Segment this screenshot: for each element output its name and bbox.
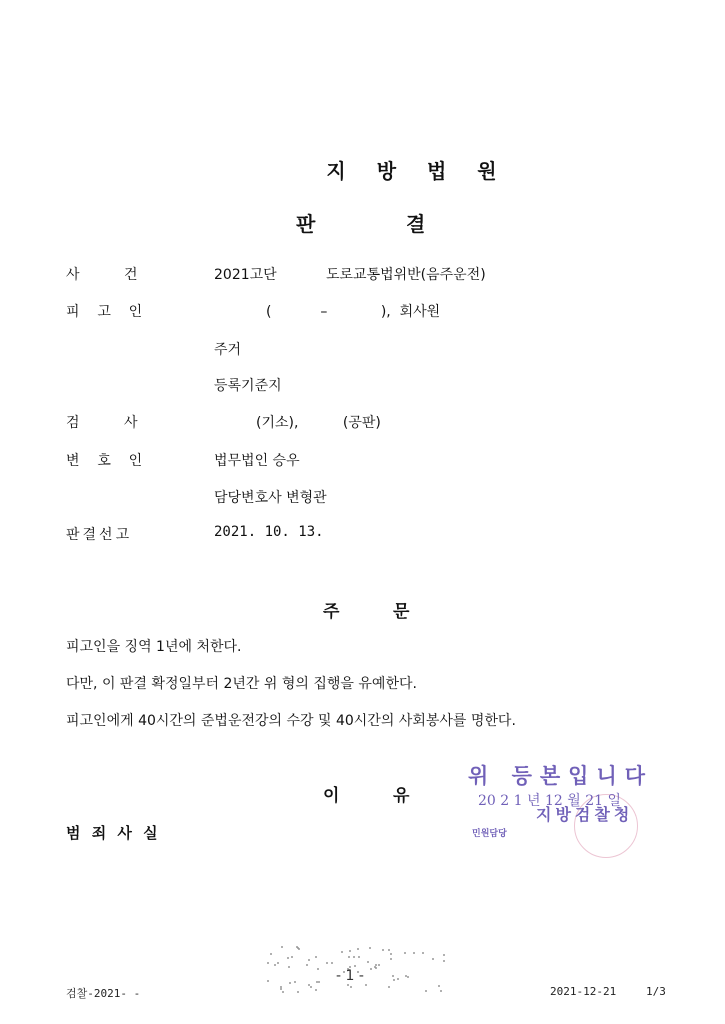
- watermark-dot: [375, 967, 377, 969]
- order-title-right: 문: [393, 602, 410, 622]
- verdict-date-label: 판결선고: [66, 527, 133, 543]
- watermark-dot: [425, 990, 427, 992]
- watermark-dot: [388, 949, 390, 951]
- prosecutor-value: (기소), (공판): [256, 415, 381, 431]
- watermark-dot: [308, 959, 310, 961]
- case-number: 2021고단: [214, 267, 277, 283]
- watermark-dot: [282, 991, 284, 993]
- watermark-dot: [306, 964, 308, 966]
- watermark-dot: [353, 956, 355, 958]
- watermark-dot: [294, 981, 296, 983]
- watermark-dot: [315, 956, 317, 958]
- watermark-dot: [310, 986, 312, 988]
- watermark-dot: [317, 968, 319, 970]
- prosecutor-label: 검 사: [66, 415, 138, 431]
- defendant-label: 피 고 인: [66, 304, 143, 320]
- watermark-dot: [404, 952, 406, 954]
- watermark-dot: [288, 966, 290, 968]
- watermark-dot: [405, 975, 407, 977]
- reasons-title-right: 유: [393, 786, 410, 806]
- watermark-dot: [291, 956, 293, 958]
- watermark-dot: [369, 947, 371, 949]
- stamp-line-1: 위 등본입니다: [468, 764, 654, 788]
- page-marker: - 1 -: [336, 968, 364, 984]
- document-id: 검찰-2021- -: [66, 987, 141, 1000]
- watermark-dot: [392, 975, 394, 977]
- watermark-dot: [382, 949, 384, 951]
- watermark-dot: [432, 958, 434, 960]
- watermark-dot: [388, 986, 390, 988]
- watermark-dot: [365, 984, 367, 986]
- document-title-right: 결: [406, 212, 426, 236]
- watermark-dot: [331, 962, 333, 964]
- verdict-date: 2021. 10. 13.: [214, 524, 324, 540]
- watermark-dot: [316, 981, 318, 983]
- watermark-dot: [297, 991, 299, 993]
- watermark-dot: [390, 958, 392, 960]
- order-title-left: 주: [323, 602, 340, 622]
- watermark-dot: [287, 957, 289, 959]
- stamp-line-3: 지방검찰청: [536, 805, 634, 824]
- watermark-dot: [280, 988, 282, 990]
- watermark-dot: [326, 962, 328, 964]
- watermark-dot: [378, 964, 380, 966]
- watermark-dot: [270, 953, 272, 955]
- crime-facts-heading: 범 죄 사 실: [66, 824, 161, 842]
- watermark-dot: [308, 984, 310, 986]
- address-label: 주거: [214, 342, 242, 358]
- print-date: 2021-12-21: [550, 985, 617, 998]
- counsel-attorney: 담당변호사 변형관: [214, 490, 327, 506]
- watermark-dot: [350, 986, 352, 988]
- watermark-dot: [341, 951, 343, 953]
- watermark-dot: [296, 946, 298, 948]
- reasons-title-left: 이: [323, 786, 340, 806]
- watermark-dot: [438, 985, 440, 987]
- watermark-dot: [267, 980, 269, 982]
- order-line-2: 다만, 이 판결 확정일부터 2년간 위 형의 집행을 유예한다.: [66, 676, 417, 692]
- watermark-dot: [358, 956, 360, 958]
- watermark-dot: [370, 968, 372, 970]
- watermark-dot: [390, 953, 392, 955]
- document-title-left: 판: [296, 212, 316, 236]
- registration-label: 등록기준지: [214, 378, 282, 394]
- order-line-3: 피고인에게 40시간의 준법운전강의 수강 및 40시간의 사회봉사를 명한다.: [66, 713, 516, 729]
- watermark-dot: [443, 954, 445, 956]
- watermark-dot: [357, 948, 359, 950]
- watermark-dot: [393, 979, 395, 981]
- watermark-dot: [267, 962, 269, 964]
- watermark-dot: [349, 950, 351, 952]
- watermark-dot: [440, 990, 442, 992]
- watermark-dot: [367, 961, 369, 963]
- page-count: 1/3: [646, 985, 666, 998]
- watermark-dot: [318, 981, 320, 983]
- stamp-line-2: 20 2 1 년 12 월 21 일: [478, 793, 621, 809]
- case-charge: 도로교통법위반(음주운전): [326, 267, 486, 283]
- watermark-dot: [274, 964, 276, 966]
- watermark-dot: [354, 965, 356, 967]
- counsel-firm: 법무법인 승우: [214, 453, 300, 469]
- watermark-dot: [413, 952, 415, 954]
- counsel-label: 변 호 인: [66, 453, 143, 469]
- watermark-dot: [347, 984, 349, 986]
- watermark-dot: [422, 952, 424, 954]
- order-line-1: 피고인을 징역 1년에 처한다.: [66, 639, 242, 655]
- stamp-line-4: 민원담당: [472, 829, 507, 839]
- watermark-dot: [281, 946, 283, 948]
- court-name: 지 방 법 원: [326, 159, 509, 183]
- watermark-dot: [348, 956, 350, 958]
- watermark-dot: [277, 962, 279, 964]
- watermark-dot: [407, 976, 409, 978]
- certified-copy-stamp: [456, 760, 656, 860]
- watermark-dot: [289, 982, 291, 984]
- defendant-value: ( – ), 회사원: [266, 304, 441, 320]
- case-label: 사 건: [66, 267, 138, 283]
- watermark-dot: [397, 978, 399, 980]
- watermark-dot: [443, 960, 445, 962]
- watermark-dot: [315, 989, 317, 991]
